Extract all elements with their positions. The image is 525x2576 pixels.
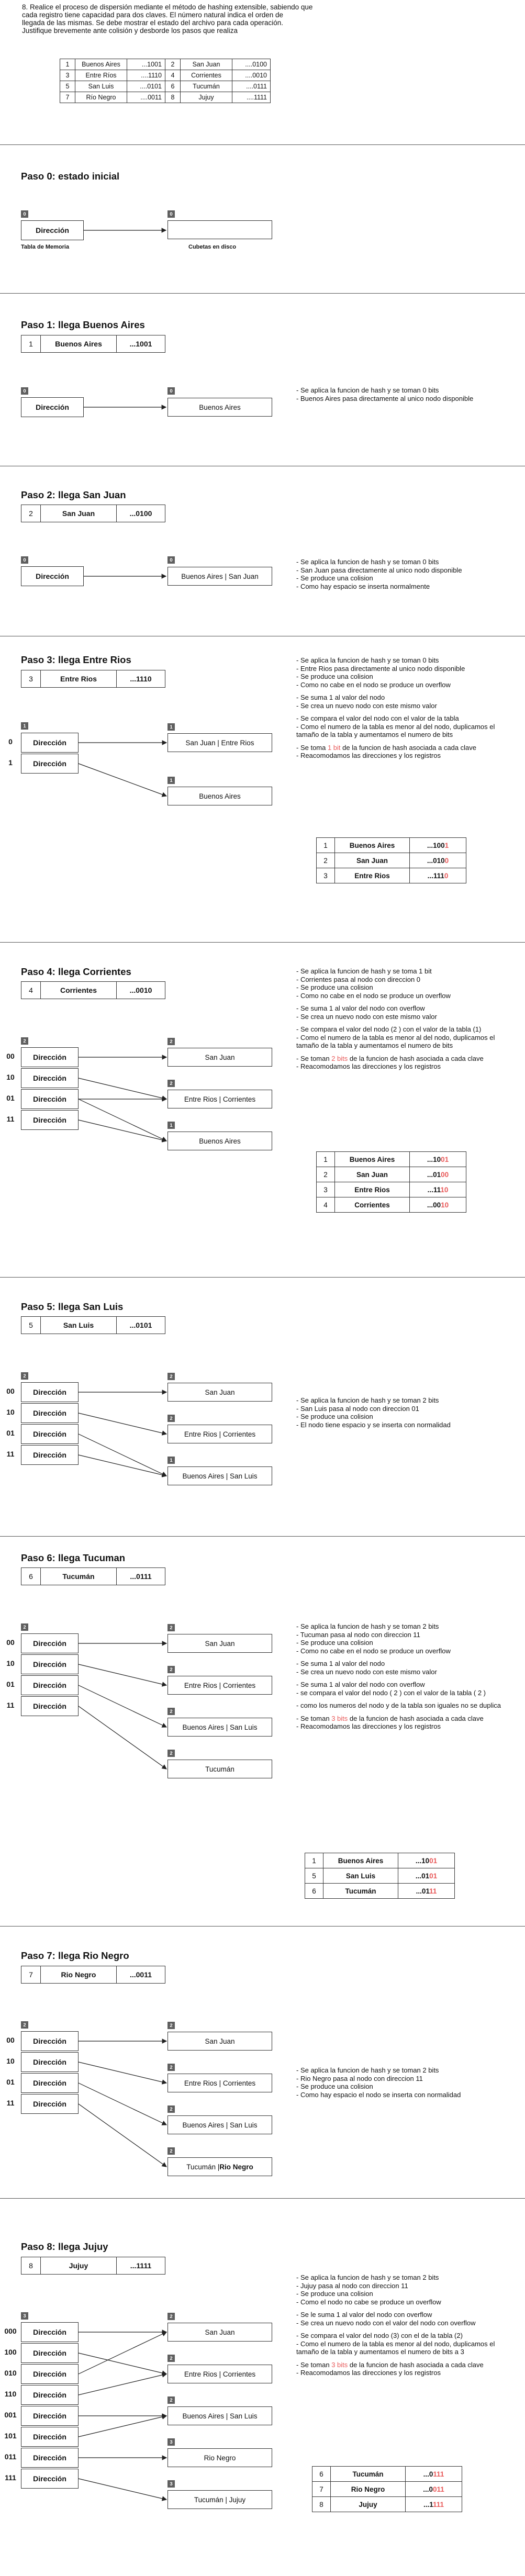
directory-node: Dirección bbox=[21, 1675, 79, 1695]
directory-node: Dirección bbox=[21, 220, 84, 240]
bucket-level-badge: 2 bbox=[167, 1415, 175, 1422]
bucket-node: San Juan bbox=[167, 2032, 272, 2051]
node-level-badge: 3 bbox=[21, 2312, 28, 2320]
step5-title: Paso 5: llega San Luis bbox=[21, 1301, 124, 1312]
key-tag: 3 Entre Rios ...1110 bbox=[21, 670, 165, 688]
node-level-badge: 1 bbox=[21, 722, 28, 730]
key-tag: 7 Rio Negro ...0011 bbox=[21, 1966, 165, 1984]
table-row: 3 Entre Rios ...1110 bbox=[317, 1182, 466, 1197]
bucket-level-badge: 2 bbox=[167, 2313, 175, 2320]
bucket-node: Entre Rios | Corrientes bbox=[167, 1425, 272, 1443]
directory-node: Dirección bbox=[21, 1696, 79, 1716]
table-row: 4 Corrientes ...0010 bbox=[317, 1197, 466, 1213]
bucket-level-badge: 2 bbox=[167, 1038, 175, 1045]
bucket-level-badge: 1 bbox=[167, 723, 175, 731]
bucket-level-badge: 1 bbox=[167, 1457, 175, 1464]
step3-title: Paso 3: llega Entre Rios bbox=[21, 654, 131, 665]
bucket-node: San Juan bbox=[167, 2323, 272, 2342]
directory-node: Dirección bbox=[21, 2427, 79, 2447]
divider bbox=[0, 144, 525, 145]
node-level-badge: 2 bbox=[21, 1623, 28, 1631]
table-row: 7 Río Negro ....0011 8 Jujuy ....1111 bbox=[60, 92, 271, 103]
memory-caption: Tabla de Memoria bbox=[21, 244, 70, 250]
dir-entry-label: 00 bbox=[6, 1052, 15, 1060]
dir-entry-label: 11 bbox=[6, 1115, 15, 1123]
result-table bbox=[305, 1853, 455, 1899]
step4-title: Paso 4: llega Corrientes bbox=[21, 966, 131, 977]
bucket-node: San Juan | Entre Rios bbox=[167, 733, 272, 752]
dir-entry-label: 110 bbox=[4, 2390, 17, 2398]
bucket-level-badge: 2 bbox=[167, 1750, 175, 1757]
bucket-level-badge: 2 bbox=[167, 2147, 175, 2155]
directory-node: Dirección bbox=[21, 2385, 79, 2405]
table-row: 1 Buenos Aires ...1001 bbox=[317, 838, 466, 853]
directory-node: Dirección bbox=[21, 2094, 79, 2114]
divider bbox=[0, 2198, 525, 2199]
bucket-level-badge: 0 bbox=[167, 556, 175, 564]
dir-entry-label: 10 bbox=[6, 2057, 15, 2065]
bucket-level-badge: 0 bbox=[167, 210, 175, 218]
step2-notes: - Se aplica la funcion de hash y se toman 0 bits - San Juan pasa directamente al unico nodo disponible - Se produce una colision - Como hay espacio se inserta normalmente bbox=[296, 558, 462, 590]
result-table bbox=[316, 1151, 466, 1213]
disk-caption: Cubetas en disco bbox=[188, 244, 237, 250]
bucket-node: Buenos Aires | San Luis bbox=[167, 1466, 272, 1485]
step3-notes: - Se aplica la funcion de hash y se toman 0 bits - Entre Rios pasa directamente al unico nodo disponible - Se produce una colision - Como no cabe en el nodo se produce un overflow - Se suma 1 al valor del nodo - Se crea un nuevo nodo con este mismo valor - Se compara el valor del nodo con el valor de la tabla - Como el numero de la tabla es menor al del nodo, duplicamos el tamaño de la tabla y aumentamos el numero de bits - Se toma 1 bit de la funcion de hash asociada a cada clave - Reacomodamos las direcciones y los registros bbox=[296, 656, 495, 759]
table-row: 5 San Luis ...0101 bbox=[305, 1868, 455, 1884]
divider bbox=[0, 942, 525, 943]
bucket-level-badge: 1 bbox=[167, 777, 175, 784]
bucket-level-badge: 1 bbox=[167, 1122, 175, 1129]
directory-node: Dirección bbox=[21, 2073, 79, 2093]
key-tag: 1 Buenos Aires ...1001 bbox=[21, 335, 165, 353]
directory-node: Dirección bbox=[21, 1633, 79, 1653]
bucket-node: Entre Rios | Corrientes bbox=[167, 2365, 272, 2383]
dir-entry-label: 111 bbox=[5, 2473, 16, 2482]
table-row: 6 Tucumán ...0111 bbox=[305, 1884, 455, 1899]
node-level-badge: 2 bbox=[21, 1372, 28, 1380]
key-tag: 2 San Juan ...0100 bbox=[21, 505, 165, 522]
directory-node: Dirección bbox=[21, 2031, 79, 2051]
table-row: 3 Entre Ríos ....1110 4 Corrientes ....0010 bbox=[60, 70, 271, 81]
bucket-node: Buenos Aires | San Luis bbox=[167, 2406, 272, 2425]
bucket-level-badge: 2 bbox=[167, 1373, 175, 1380]
table-row: 2 San Juan ...0100 bbox=[317, 853, 466, 868]
bucket-level-badge: 2 bbox=[167, 2396, 175, 2404]
dir-entry-label: 10 bbox=[6, 1408, 15, 1416]
table-row: 6 Tucumán ...0111 bbox=[312, 2467, 462, 2482]
bucket-level-badge: 2 bbox=[167, 1666, 175, 1673]
table-row: 5 San Luis ....0101 6 Tucumán ....0111 bbox=[60, 81, 271, 92]
table-row: 1 Buenos Aires ...1001 bbox=[317, 1152, 466, 1167]
bucket-node: Entre Rios | Corrientes bbox=[167, 2074, 272, 2092]
bucket-level-badge: 2 bbox=[167, 1624, 175, 1631]
dir-entry-label: 1 bbox=[8, 758, 13, 767]
bucket-node: San Juan bbox=[167, 1048, 272, 1067]
directory-node: Dirección bbox=[21, 2343, 79, 2363]
bucket-node: San Juan bbox=[167, 1383, 272, 1402]
directory-node: Dirección bbox=[21, 2322, 79, 2342]
bucket-node bbox=[167, 220, 272, 239]
result-table bbox=[316, 837, 466, 883]
bucket-node: Rio Negro bbox=[167, 2448, 272, 2467]
directory-node: Dirección bbox=[21, 2052, 79, 2072]
step7-notes: - Se aplica la funcion de hash y se toman 2 bits - Rio Negro pasa al nodo con direccion 11 - Se produce una colision - Como hay espacio el nodo se inserta con normalidad bbox=[296, 2066, 461, 2099]
table-row: 1 Buenos Aires ...1001 2 San Juan ....0100 bbox=[60, 59, 271, 70]
step5-notes: - Se aplica la funcion de hash y se toman 2 bits - San Luis pasa al nodo con direccion 01 - Se produce una colision - El nodo tiene espacio y se inserta con normalidad bbox=[296, 1396, 451, 1429]
table-row: 2 San Juan ...0100 bbox=[317, 1167, 466, 1182]
dir-entry-label: 01 bbox=[6, 1680, 15, 1688]
directory-node: Dirección bbox=[21, 1089, 79, 1109]
directory-node: Dirección bbox=[21, 2364, 79, 2384]
dir-entry-label: 11 bbox=[6, 2099, 15, 2107]
keys-table bbox=[60, 59, 271, 103]
dir-entry-label: 101 bbox=[4, 2432, 17, 2440]
bucket-level-badge: 2 bbox=[167, 2105, 175, 2113]
bucket-node: San Juan bbox=[167, 1634, 272, 1653]
step0-title: Paso 0: estado inicial bbox=[21, 171, 120, 182]
table-row: 3 Entre Rios ...1110 bbox=[317, 868, 466, 883]
node-level-badge: 2 bbox=[21, 1037, 28, 1045]
directory-node: Dirección bbox=[21, 1654, 79, 1674]
directory-node: Dirección bbox=[21, 2406, 79, 2426]
step8-notes: - Se aplica la funcion de hash y se toman 2 bits - Jujuy pasa al nodo con direccion 11 - Se produce una colision - Como el nodo no cabe se produce un overflow - Se le suma 1 al valor del nodo con overflow - Se crea un nuevo nodo con el valor del nodo con overflow - Se compara el valor del nodo (3) con el de la tabla (2) - Como el numero de la tabla es menor al del nodo, duplicamos el tamaño de la tabla y aumentamos el numero de bits a 3 - Se toman 3 bits de la funcion de hash asociada a cada clave - Reacomodamos las direcciones y los registros bbox=[296, 2273, 495, 2377]
divider bbox=[0, 1926, 525, 1927]
divider bbox=[0, 1277, 525, 1278]
dir-entry-label: 11 bbox=[6, 1701, 15, 1709]
directory-node: Dirección bbox=[21, 566, 84, 586]
directory-node: Dirección bbox=[21, 733, 79, 753]
node-level-badge: 0 bbox=[21, 210, 28, 218]
step4-notes: - Se aplica la funcion de hash y se toma 1 bit - Corrientes pasa al nodo con direccion 0 - Se produce una colision - Como no cabe en el nodo se produce un overflow - Se suma 1 al valor del nodo con overflow - Se crea un nuevo nodo con este mismo valor - Se compara el valor del nodo (2 ) con el valor de la tabla (1) - Como el numero de la tabla es menor al del nodo, duplicamos el tamaño de la tabla y aumentamos el numero de bits - Se toman 2 bits de la funcion de hash asociada a cada clave - Reacomodamos las direcciones y los registros bbox=[296, 967, 495, 1070]
dir-entry-label: 01 bbox=[6, 2078, 15, 2086]
bucket-node: Entre Rios | Corrientes bbox=[167, 1090, 272, 1108]
directory-node: Dirección bbox=[21, 1110, 79, 1130]
table-row: 7 Rio Negro ...0011 bbox=[312, 2482, 462, 2497]
node-level-badge: 0 bbox=[21, 556, 28, 564]
dir-entry-label: 000 bbox=[4, 2327, 17, 2335]
step7-title: Paso 7: llega Rio Negro bbox=[21, 1950, 129, 1961]
bucket-node: Tucumán | Jujuy bbox=[167, 2490, 272, 2509]
step1-title: Paso 1: llega Buenos Aires bbox=[21, 319, 145, 330]
directory-node: Dirección bbox=[21, 1068, 79, 1088]
dir-entry-label: 011 bbox=[4, 2452, 17, 2461]
bucket-level-badge: 2 bbox=[167, 1080, 175, 1087]
table-row: 8 Jujuy ...1111 bbox=[312, 2497, 462, 2512]
key-tag: 8 Jujuy ...1111 bbox=[21, 2257, 165, 2275]
step1-notes: - Se aplica la funcion de hash y se toman 0 bits - Buenos Aires pasa directamente al unico nodo disponible bbox=[296, 386, 474, 402]
dir-entry-label: 10 bbox=[6, 1659, 15, 1667]
directory-node: Dirección bbox=[21, 2469, 79, 2489]
bucket-node: Buenos Aires bbox=[167, 787, 272, 805]
result-table bbox=[312, 2466, 462, 2512]
key-tag: 5 San Luis ...0101 bbox=[21, 1316, 165, 1334]
node-level-badge: 2 bbox=[21, 2021, 28, 2029]
step8-title: Paso 8: llega Jujuy bbox=[21, 2241, 108, 2252]
dir-entry-label: 0 bbox=[8, 737, 13, 746]
dir-entry-label: 00 bbox=[6, 1387, 15, 1395]
dir-entry-label: 01 bbox=[6, 1094, 15, 1102]
bucket-level-badge: 2 bbox=[167, 2355, 175, 2362]
dir-entry-label: 01 bbox=[6, 1429, 15, 1437]
step2-title: Paso 2: llega San Juan bbox=[21, 489, 126, 500]
step6-notes: - Se aplica la funcion de hash y se toman 2 bits - Tucuman pasa al nodo con direccion 11 - Se produce una colision - Como no cabe en el nodo se produce un overflow - Se suma 1 al valor del nodo - Se crea un nuevo nodo con este mismo valor - Se suma 1 al valor del nodo con overflow - se compara el valor del nodo ( 2 ) con el valor de la tabla ( 2 ) - como los numeros del nodo y de la tabla son iguales no se duplica - Se toman 3 bits de la funcion de hash asociada a cada clave - Reacomodamos las direcciones y los registros bbox=[296, 1622, 501, 1730]
dir-entry-label: 11 bbox=[6, 1450, 15, 1458]
bucket-level-badge: 2 bbox=[167, 1708, 175, 1715]
dir-entry-label: 010 bbox=[4, 2369, 17, 2377]
table-row: 1 Buenos Aires ...1001 bbox=[305, 1853, 455, 1868]
bucket-node: Entre Rios | Corrientes bbox=[167, 1676, 272, 1695]
bucket-level-badge: 3 bbox=[167, 2480, 175, 2488]
directory-node: Dirección bbox=[21, 1047, 79, 1067]
directory-node: Dirección bbox=[21, 1424, 79, 1444]
bucket-node: Tucumán bbox=[167, 1760, 272, 1778]
bucket-node: Buenos Aires | San Juan bbox=[167, 567, 272, 586]
directory-node: Dirección bbox=[21, 2448, 79, 2468]
bucket-node: Buenos Aires bbox=[167, 1132, 272, 1150]
bucket-node: Buenos Aires | San Luis bbox=[167, 1718, 272, 1737]
bucket-node: Buenos Aires bbox=[167, 398, 272, 417]
bucket-level-badge: 2 bbox=[167, 2022, 175, 2029]
directory-node: Dirección bbox=[21, 754, 79, 774]
directory-node: Dirección bbox=[21, 397, 84, 417]
divider bbox=[0, 1536, 525, 1537]
bucket-level-badge: 3 bbox=[167, 2438, 175, 2446]
directory-node: Dirección bbox=[21, 1382, 79, 1402]
dir-entry-label: 00 bbox=[6, 1638, 15, 1647]
dir-entry-label: 00 bbox=[6, 2036, 15, 2044]
bucket-node: Tucumán | Rio Negro bbox=[167, 2157, 272, 2176]
directory-node: Dirección bbox=[21, 1403, 79, 1423]
node-level-badge: 0 bbox=[21, 387, 28, 395]
intro-text: 8. Realice el proceso de dispersión mediante el método de hashing extensible, sabiendo que cada registro tiene capacidad para dos claves. El número natural indica el orden de llegada de las mismas. Se debe mostrar el estado del archivo para cada operación. Justifique brevemente ante colisión y desborde los pasos que realiza bbox=[22, 3, 313, 35]
key-tag: 4 Corrientes ...0010 bbox=[21, 981, 165, 999]
step6-title: Paso 6: llega Tucuman bbox=[21, 1552, 126, 1563]
dir-entry-label: 001 bbox=[4, 2411, 17, 2419]
directory-node: Dirección bbox=[21, 1445, 79, 1465]
key-tag: 6 Tucumán ...0111 bbox=[21, 1567, 165, 1585]
divider bbox=[0, 293, 525, 294]
dir-entry-label: 100 bbox=[4, 2348, 17, 2356]
bucket-level-badge: 2 bbox=[167, 2064, 175, 2071]
dir-entry-label: 10 bbox=[6, 1073, 15, 1081]
bucket-level-badge: 0 bbox=[167, 387, 175, 395]
bucket-node: Buenos Aires | San Luis bbox=[167, 2115, 272, 2134]
